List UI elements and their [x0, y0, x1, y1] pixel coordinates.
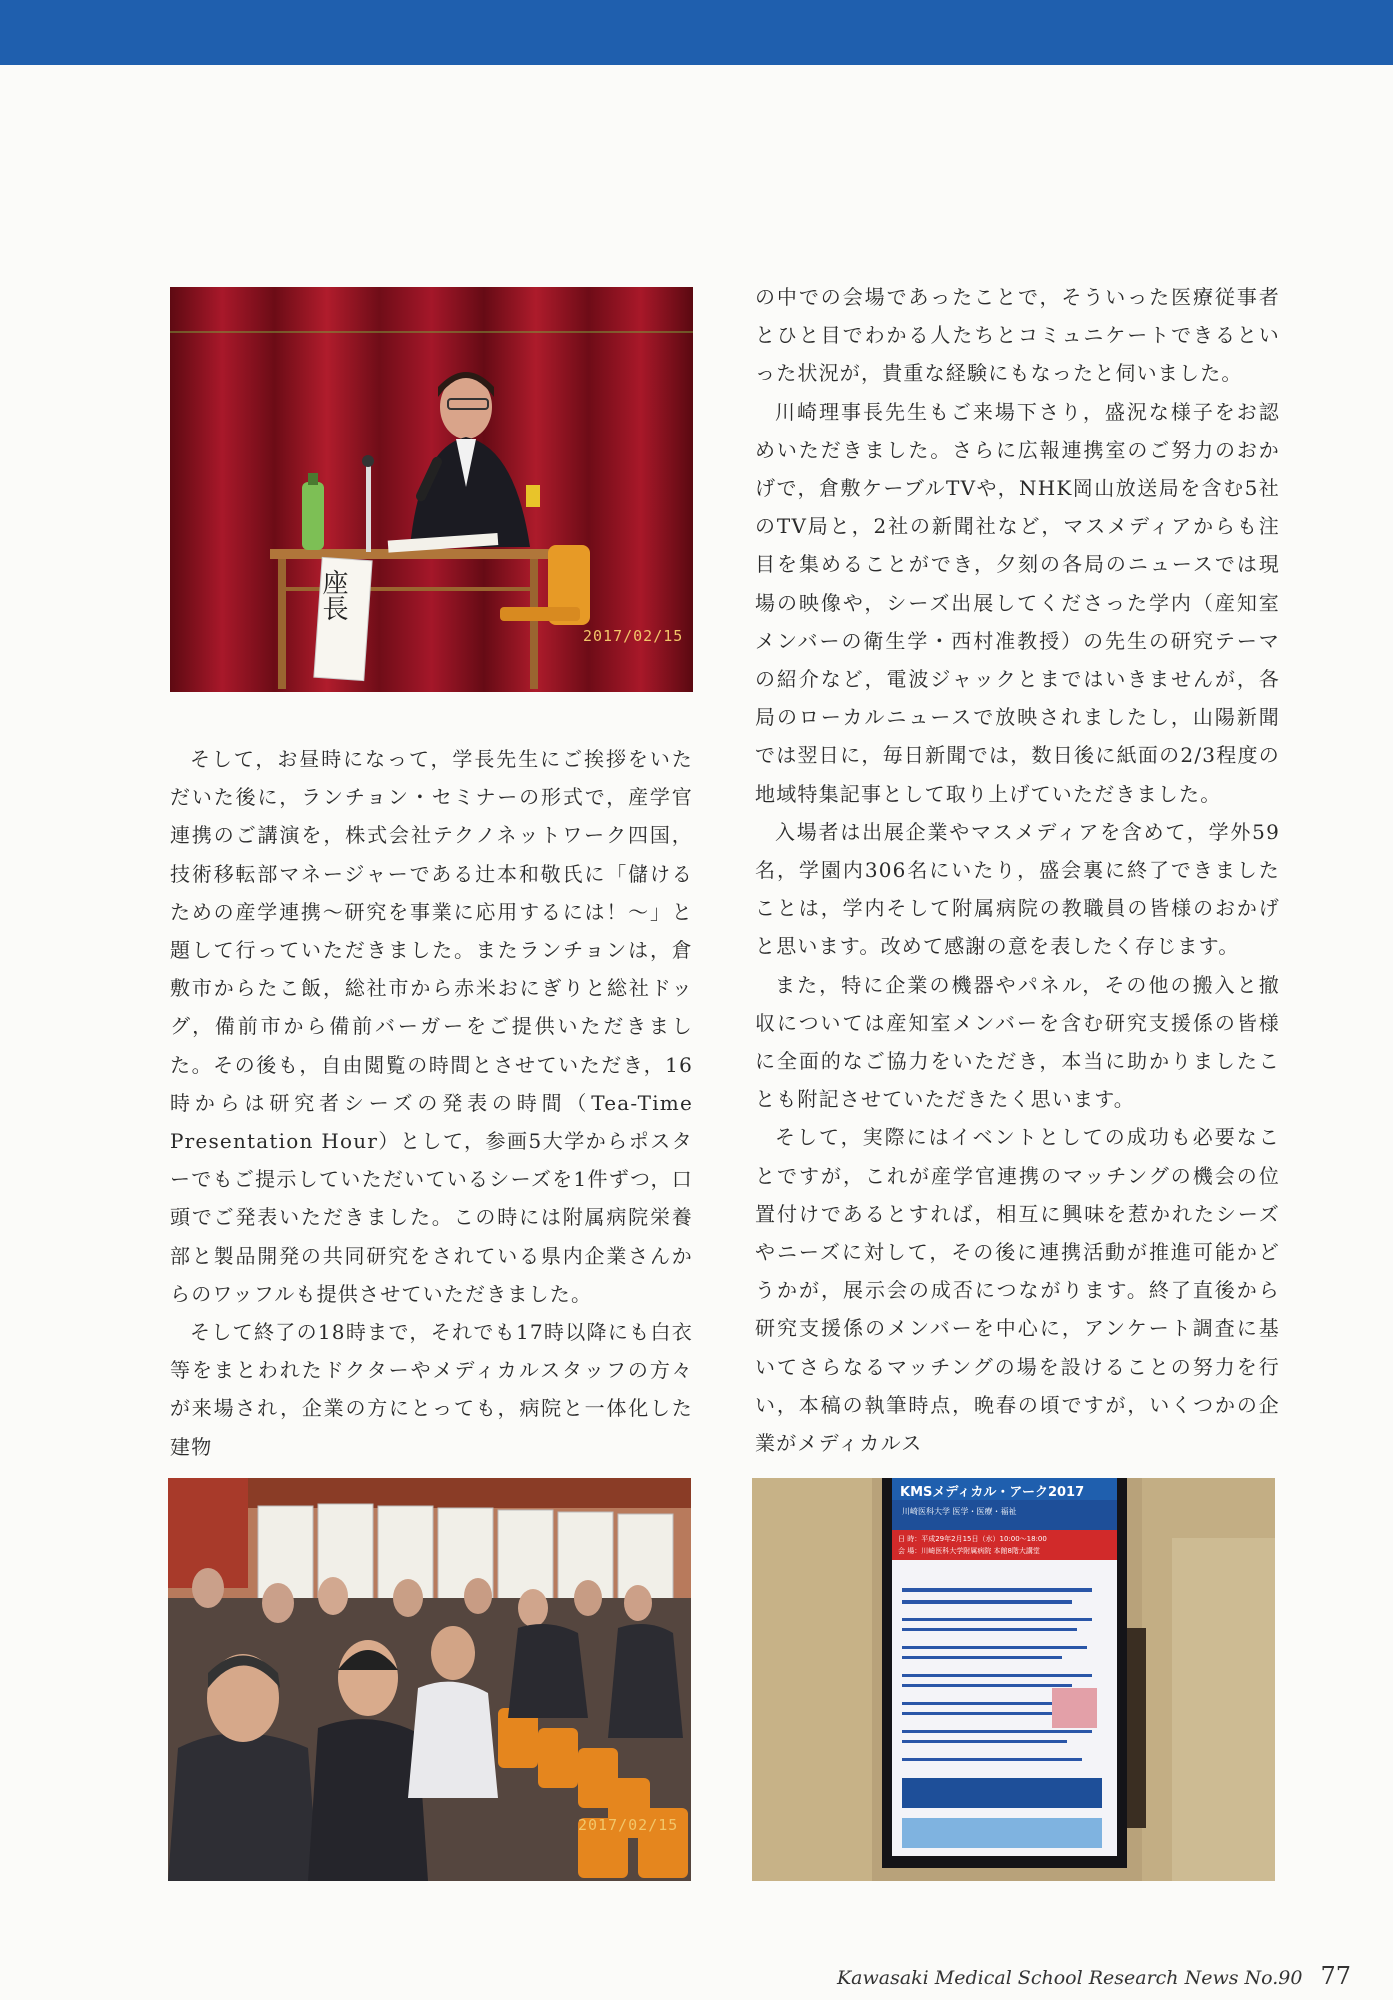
journal-name: Kawasaki Medical School Research News No.90 — [836, 1967, 1303, 1989]
article-paragraph: 入場者は出展企業やマスメディアを含めて，学外59名，学園内306名にいたり，盛会裏に終了できましたことは，学内そして附属病院の教職員の皆様のおかげと思います。改めて感謝の意を表したく存じます。 — [755, 819, 1280, 959]
event-poster-photo — [752, 1478, 1275, 1881]
chairman-photo — [170, 287, 693, 692]
chairman-sign: 座長 — [318, 569, 348, 621]
poster-subtitle: 川崎医科大学 医学・医療・福祉 — [902, 1507, 1017, 1516]
date-stamp: 2017/02/15 — [583, 627, 684, 645]
audience-photo — [168, 1478, 691, 1881]
date-stamp: 2017/02/15 — [578, 1816, 679, 1834]
article-paragraph: また，特に企業の機器やパネル，その他の搬入と撤収については産知室メンバーを含む研究支援係の皆様に全面的なご協力をいただき，本当に助かりましたことも附記させていただきたく思います。 — [755, 972, 1280, 1112]
header-color-band — [0, 0, 1393, 65]
article-paragraph: そして終了の18時まで，それでも17時以降にも白衣等をまとわれたドクターやメディカルスタッフの方々が来場され，企業の方にとっても，病院と一体化した建物 — [170, 1320, 693, 1459]
page-number: 77 — [1320, 1962, 1351, 1990]
article-paragraph: そして，実際にはイベントとしての成功も必要なことですが，これが産学官連携のマッチングの機会の位置付けであるとすれば，相互に興味を惹かれたシーズやニーズに対して，その後に連携活動が推進可能かどうかが，展示会の成否につながります。終了直後から研究支援係のメンバーを中心に，アンケート調査に基いてさらなるマッチングの場を設けることの努力を行い，本稿の執筆時点，晩春の頃ですが，いくつかの企業がメディカルス — [755, 1125, 1280, 1456]
page-footer — [837, 1962, 1351, 1990]
article-paragraph: そして，お昼時になって，学長先生にご挨拶をいただいた後に，ランチョン・セミナーの形式で，産学官連携のご講演を，株式会社テクノネットワーク四国，技術移転部マネージャーである辻本和敬氏に「儲けるための産学連携〜研究を事業に応用するには！〜」と題して行っていただきました。またランチョンは，倉敷市からたこ飯，総社市から赤米おにぎりと総社ドッグ，備前市から備前バーガーをご提供いただきました。その後も，自由閲覧の時間とさせていただき，16時からは研究者シーズの発表の時間（Tea-Time Presentation Hour）として，参画5大学からポスターでもご提示していただいているシーズを1件ずつ，口頭でご発表いただきました。この時には附属病院栄養部と製品開発の共同研究をされている県内企業さんからのワッフルも提供させていただきました。 — [170, 747, 693, 1306]
article-left-column — [170, 740, 693, 1466]
poster-date: 日 時：平成29年2月15日（水）10:00〜18:00 — [898, 1535, 1047, 1543]
poster-title: KMSメディカル・アーク2017 — [900, 1485, 1085, 1500]
poster-venue: 会 場：川崎医科大学附属病院 本館8階大講堂 — [898, 1547, 1040, 1555]
article-paragraph: 川崎理事長先生もご来場下さり，盛況な様子をお認めいただきました。さらに広報連携室のご努力のおかげで，倉敷ケーブルTVや，NHK岡山放送局を含む5社のTV局と，2社の新聞社など，マスメディアからも注目を集めることができ，夕刻の各局のニュースでは現場の映像や，シーズ出展してくださった学内（産知室メンバーの衛生学・西村准教授）の先生の研究テーマの紹介など，電波ジャックとまではいきませんが，各局のローカルニュースで放映されましたし，山陽新聞では翌日に，毎日新聞では，数日後に紙面の2/3程度の地域特集記事として取り上げていただきました。 — [755, 399, 1280, 806]
article-paragraph-continuation: の中での会場であったことで，そういった医療従事者とひと目でわかる人たちとコミュニケートできるといった状況が，貴重な経験にもなったと伺いました。 — [755, 285, 1280, 386]
article-right-column — [755, 278, 1280, 1462]
